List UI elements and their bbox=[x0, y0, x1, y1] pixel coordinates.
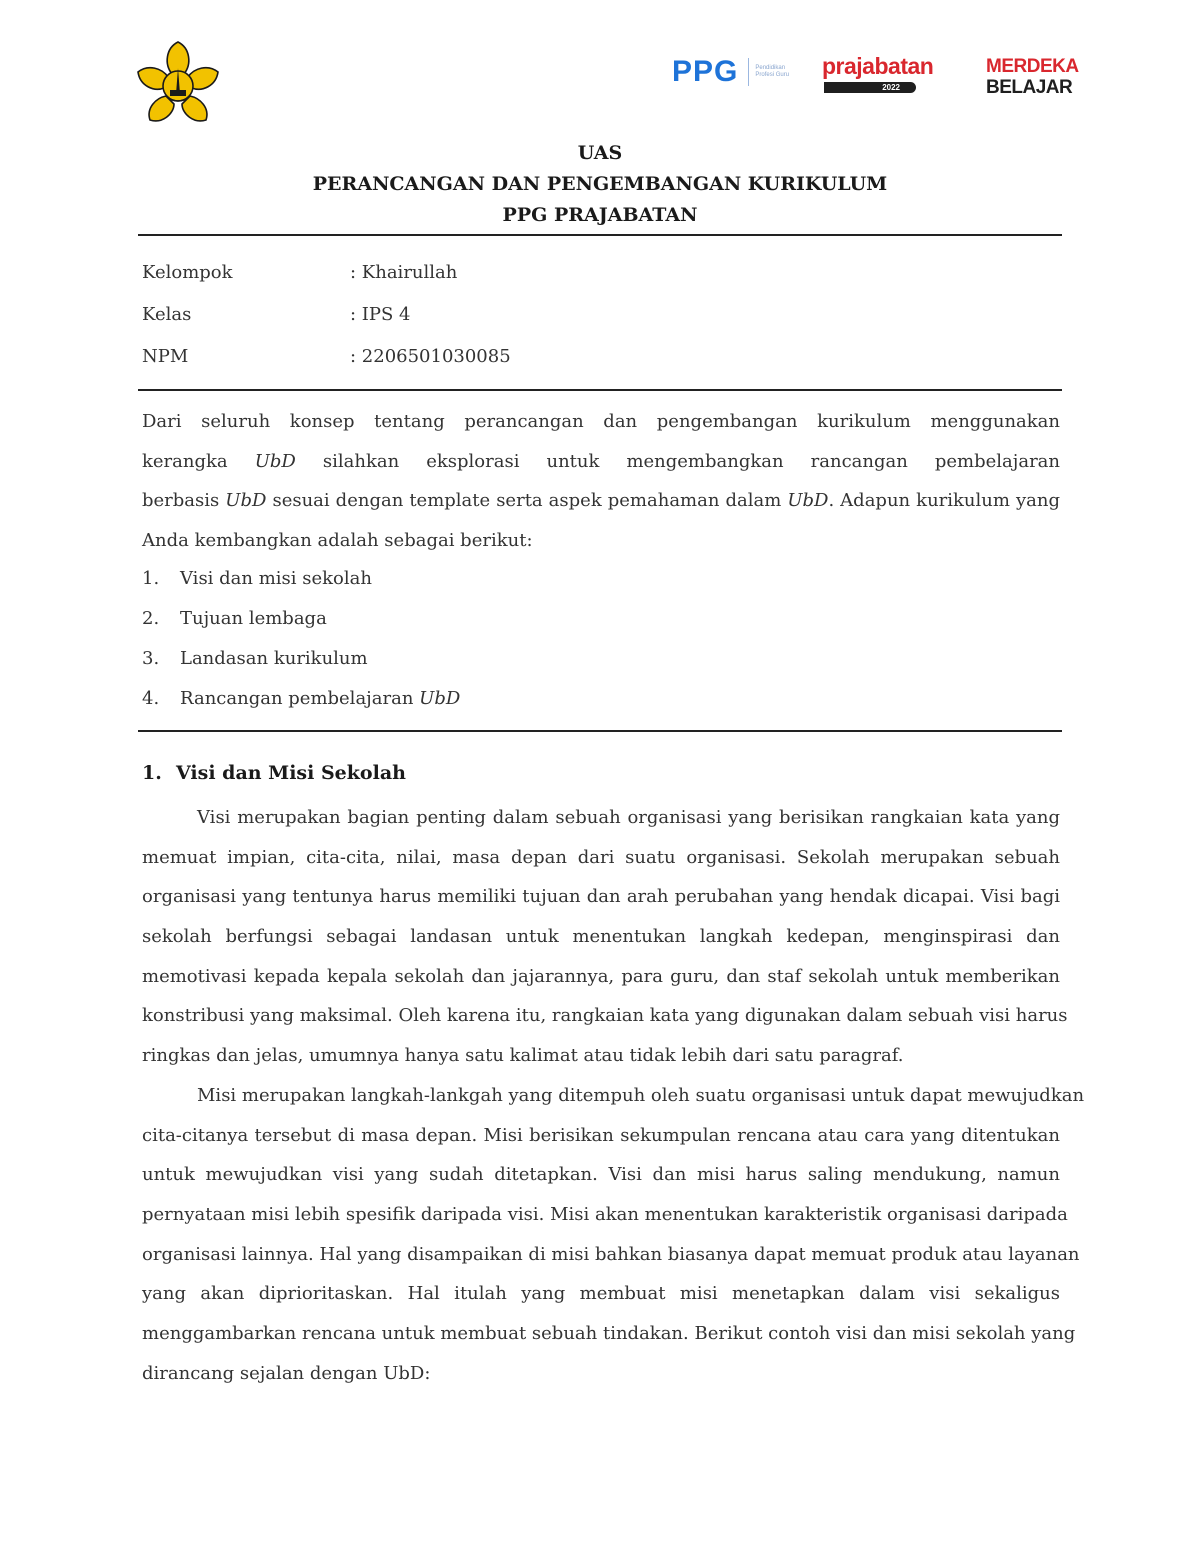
paragraph-line: yang akan diprioritaskan. Hal itulah yang membuat misi menetapkan dalam visi sekaligus bbox=[142, 1283, 1060, 1305]
paragraph-line: memotivasi kepada kepala sekolah dan jajarannya, para guru, dan staf sekolah untuk memberikan bbox=[142, 965, 1060, 987]
intro-line: kerangka UbD silahkan eksplorasi untuk mengembangkan rancangan pembelajaran bbox=[142, 450, 1060, 472]
list-item: 3. Landasan kurikulum bbox=[142, 648, 368, 669]
merdeka-logo-line2: BELAJAR bbox=[986, 77, 1073, 98]
info-value-kelas: : IPS 4 bbox=[350, 304, 411, 325]
paragraph-line: pernyataan misi lebih spesifik daripada visi. Misi akan menentukan karakteristik organisasi daripada bbox=[142, 1204, 1068, 1226]
list-item: 4. Rancangan pembelajaran UbD bbox=[142, 688, 461, 709]
merdeka-logo-line1: MERDEKA bbox=[986, 56, 1079, 77]
ppg-logo-text: PPG bbox=[672, 55, 739, 88]
prajabatan-logo-year: 2022 bbox=[824, 82, 916, 93]
section-paragraph-misi bbox=[142, 1076, 1085, 1394]
title-line-3: PPG PRAJABATAN bbox=[502, 204, 698, 226]
ppg-logo-subtext: Pendidikan Profesi Guru bbox=[755, 65, 790, 78]
paragraph-line: sekolah berfungsi sebagai landasan untuk menentukan langkah kedepan, menginspirasi dan bbox=[142, 926, 1060, 948]
paragraph-line: organisasi lainnya. Hal yang disampaikan di misi bahkan biasanya dapat memuat produk atau layanan bbox=[142, 1243, 1080, 1265]
info-label-kelompok: Kelompok bbox=[142, 262, 233, 283]
intro-paragraph bbox=[142, 402, 1060, 561]
university-logo-icon bbox=[132, 38, 224, 130]
paragraph-line: ringkas dan jelas, umumnya hanya satu kalimat atau tidak lebih dari satu paragraf. bbox=[142, 1045, 904, 1067]
paragraph-line: organisasi yang tentunya harus memiliki tujuan dan arah perubahan yang hendak dicapai. Visi bagi bbox=[142, 886, 1060, 908]
section-heading: 1. Visi dan Misi Sekolah bbox=[142, 762, 406, 784]
list-item: 2. Tujuan lembaga bbox=[142, 608, 327, 629]
info-value-kelompok: : Khairullah bbox=[350, 262, 458, 283]
intro-line: Dari seluruh konsep tentang perancangan dan pengembangan kurikulum menggunakan bbox=[142, 411, 1060, 432]
paragraph-line: memuat impian, cita-cita, nilai, masa depan dari suatu organisasi. Sekolah merupakan sebuah bbox=[142, 846, 1060, 868]
prajabatan-logo-text: prajabatan bbox=[822, 53, 934, 79]
paragraph-line: untuk mewujudkan visi yang sudah ditetapkan. Visi dan misi harus saling mendukung, namun bbox=[142, 1164, 1060, 1186]
info-value-npm: : 2206501030085 bbox=[350, 346, 511, 367]
info-label-kelas: Kelas bbox=[142, 304, 192, 325]
divider-rule bbox=[138, 730, 1062, 732]
prajabatan-logo bbox=[822, 52, 944, 93]
title-line-2: PERANCANGAN DAN PENGEMBANGAN KURIKULUM bbox=[312, 173, 888, 195]
paragraph-line: menggambarkan rencana untuk membuat sebuah tindakan. Berikut contoh visi dan misi sekolah yang bbox=[142, 1323, 1076, 1345]
divider-rule bbox=[138, 389, 1062, 391]
paragraph-line: Visi merupakan bagian penting dalam sebuah organisasi yang berisikan rangkaian kata yang bbox=[197, 807, 1060, 828]
paragraph-line: konstribusi yang maksimal. Oleh karena itu, rangkaian kata yang digunakan dalam sebuah visi harus bbox=[142, 1005, 1068, 1027]
intro-line: berbasis UbD sesuai dengan template serta aspek pemahaman dalam UbD. Adapun kurikulum yang bbox=[142, 490, 1060, 512]
info-label-npm: NPM bbox=[142, 346, 189, 367]
intro-line: Anda kembangkan adalah sebagai berikut: bbox=[142, 530, 533, 552]
merdeka-belajar-logo bbox=[986, 56, 1079, 98]
paragraph-line: Misi merupakan langkah-lankgah yang ditempuh oleh suatu organisasi untuk dapat mewujudkan bbox=[197, 1085, 1085, 1106]
paragraph-line: cita-citanya tersebut di masa depan. Misi berisikan sekumpulan rencana atau cara yang ditentukan bbox=[142, 1124, 1060, 1146]
paragraph-line: dirancang sejalan dengan UbD: bbox=[142, 1362, 431, 1384]
divider-rule bbox=[138, 234, 1062, 236]
list-item: 1. Visi dan misi sekolah bbox=[142, 568, 372, 589]
title-line-1: UAS bbox=[577, 142, 623, 164]
ppg-logo bbox=[672, 55, 795, 89]
ppg-logo-divider bbox=[748, 58, 749, 86]
section-paragraph-visi bbox=[142, 798, 1068, 1076]
